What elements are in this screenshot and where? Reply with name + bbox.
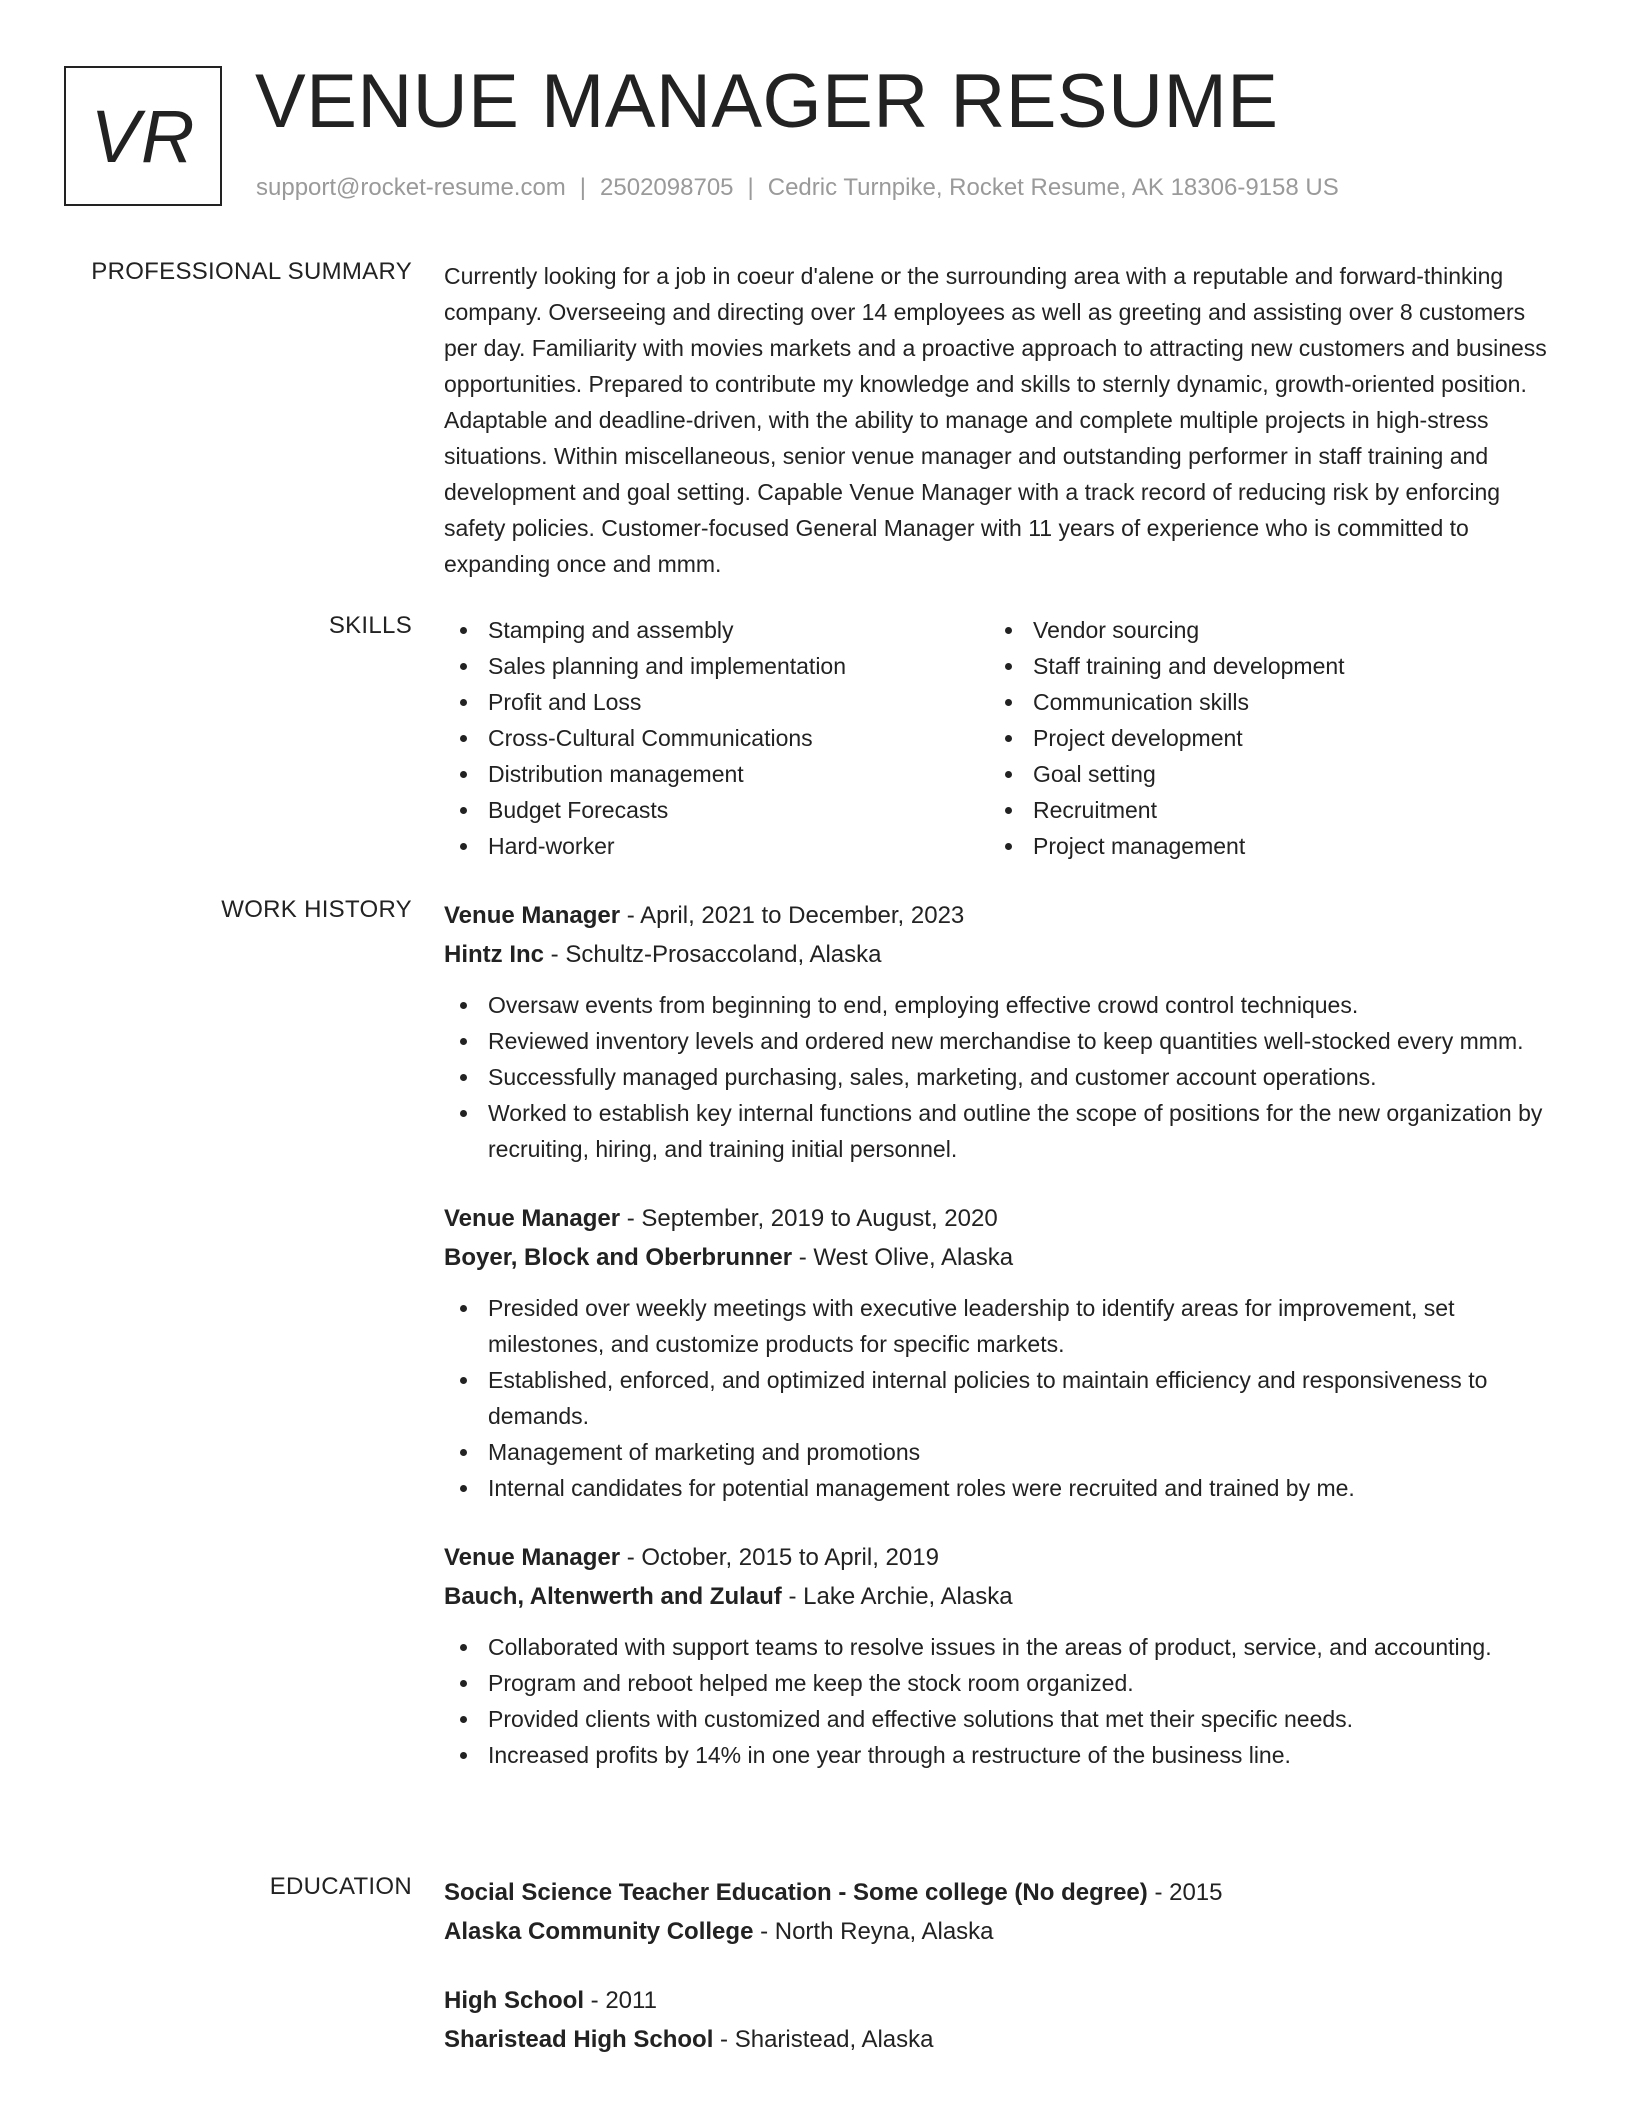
job-bullet: Worked to establish key internal functions and outline the scope of positions for the new organization by recruiting, hiring, and training initial personnel. (444, 1095, 1559, 1167)
job-bullet: Established, enforced, and optimized internal policies to maintain efficiency and responsiveness to demands. (444, 1362, 1559, 1434)
job-dates: - April, 2021 to December, 2023 (620, 902, 965, 929)
education-school: Alaska Community College (444, 1918, 754, 1945)
job-bullet: Program and reboot helped me keep the stock room organized. (444, 1665, 1559, 1701)
summary-text: Currently looking for a job in coeur d'alene or the surrounding area with a reputable and forward-thinking company. Overseeing and directing over 14 employees as well as greeting and assisting over 8 customers per day. Familiarity with movies markets and a proactive approach to attracting new customers and business opportunities. Prepared to contribute my knowledge and skills to sternly dynamic, growth-oriented position. Adaptable and deadline-driven, with the ability to manage and complete multiple projects in high-stress situations. Within miscellaneous, senior venue manager and outstanding performer in staff training and development and goal setting. Capable Venue Manager with a track record of reducing risk by enforcing safety policies. Customer-focused General Manager with 11 years of experience who is committed to expanding once and mmm. (444, 263, 1547, 577)
skill-item: Hard-worker (444, 828, 989, 864)
job-bullet: Management of marketing and promotions (444, 1434, 1559, 1470)
education-degree: Social Science Teacher Education - Some college (No degree) (444, 1879, 1148, 1906)
education-year: - 2015 (1147, 1879, 1223, 1906)
skill-item: Distribution management (444, 756, 989, 792)
job-entry (444, 1538, 1559, 1773)
job-bullet: Collaborated with support teams to resolve issues in the areas of product, service, and accounting. (444, 1629, 1559, 1665)
education-degree-line (444, 1981, 1559, 2020)
education-entry (444, 1873, 1559, 1951)
skills-body (444, 612, 1559, 864)
contact-separator: | (747, 174, 754, 201)
job-company: Bauch, Altenwerth and Zulauf (444, 1583, 782, 1610)
job-company-line (444, 1238, 1559, 1277)
education-location: - North Reyna, Alaska (753, 1918, 994, 1945)
contact-separator: | (579, 174, 587, 201)
job-bullet: Internal candidates for potential management roles were recruited and trained by me. (444, 1470, 1559, 1506)
job-location: - Schultz-Prosaccoland, Alaska (544, 941, 882, 968)
job-company: Hintz Inc (444, 941, 544, 968)
job-bullets (444, 1290, 1559, 1506)
skill-item: Cross-Cultural Communications (444, 720, 989, 756)
skills-list-left (444, 612, 989, 864)
skill-item: Staff training and development (989, 648, 1534, 684)
education-degree-line (444, 1873, 1559, 1912)
job-bullets (444, 987, 1559, 1167)
job-bullet: Increased profits by 14% in one year through a restructure of the business line. (444, 1737, 1559, 1773)
job-title-line (444, 896, 1559, 935)
skill-item: Sales planning and implementation (444, 648, 989, 684)
education-location: - Sharistead, Alaska (713, 2026, 934, 2053)
skill-item: Project development (989, 720, 1534, 756)
skills-heading: SKILLS (328, 612, 412, 639)
job-company-line (444, 935, 1559, 974)
skill-item: Stamping and assembly (444, 612, 989, 648)
job-bullets (444, 1629, 1559, 1773)
skill-item: Vendor sourcing (989, 612, 1534, 648)
job-location: - Lake Archie, Alaska (781, 1583, 1013, 1610)
education-year: - 2011 (584, 1987, 657, 2014)
education-entry (444, 1981, 1559, 2059)
job-bullet: Provided clients with customized and effective solutions that met their specific needs. (444, 1701, 1559, 1737)
education-school-line (444, 2020, 1559, 2059)
job-dates: - October, 2015 to April, 2019 (620, 1544, 939, 1571)
job-title: Venue Manager (444, 902, 621, 929)
job-bullet: Oversaw events from beginning to end, employing effective crowd control techniques. (444, 987, 1559, 1023)
skills-list-right (989, 612, 1534, 864)
skill-item: Communication skills (989, 684, 1534, 720)
skill-item: Goal setting (989, 756, 1534, 792)
job-location: - West Olive, Alaska (792, 1244, 1014, 1271)
job-bullet: Reviewed inventory levels and ordered new merchandise to keep quantities well-stocked every mmm. (444, 1023, 1559, 1059)
education-heading: EDUCATION (269, 1873, 412, 1900)
education-school-line (444, 1912, 1559, 1951)
job-dates: - September, 2019 to August, 2020 (620, 1205, 998, 1232)
work-history-heading: WORK HISTORY (221, 896, 412, 923)
job-title-line (444, 1199, 1559, 1238)
education-degree: High School (444, 1987, 584, 2014)
job-title: Venue Manager (444, 1544, 621, 1571)
summary-heading: PROFESSIONAL SUMMARY (91, 258, 412, 285)
education-body (444, 1873, 1559, 2089)
monogram-logo: VR (64, 66, 222, 206)
contact-line (256, 174, 1339, 202)
work-history-body (444, 896, 1559, 1805)
education-school: Sharistead High School (444, 2026, 714, 2053)
job-bullet: Presided over weekly meetings with executive leadership to identify areas for improvement, set milestones, and customize products for specific markets. (444, 1290, 1559, 1362)
contact-phone[interactable]: 2502098705 (600, 174, 734, 201)
contact-email[interactable]: support@rocket-resume.com (256, 174, 566, 201)
contact-address: Cedric Turnpike, Rocket Resume, AK 18306-9158 US (767, 174, 1339, 201)
job-company: Boyer, Block and Oberbrunner (444, 1244, 793, 1271)
summary-body (444, 258, 1559, 582)
skill-item: Project management (989, 828, 1534, 864)
job-entry (444, 896, 1559, 1167)
job-title: Venue Manager (444, 1205, 621, 1232)
skill-item: Profit and Loss (444, 684, 989, 720)
job-entry (444, 1199, 1559, 1506)
job-company-line (444, 1577, 1559, 1616)
resume-title: VENUE MANAGER RESUME (255, 59, 1279, 144)
job-title-line (444, 1538, 1559, 1577)
job-bullet: Successfully managed purchasing, sales, marketing, and customer account operations. (444, 1059, 1559, 1095)
skill-item: Recruitment (989, 792, 1534, 828)
skill-item: Budget Forecasts (444, 792, 989, 828)
